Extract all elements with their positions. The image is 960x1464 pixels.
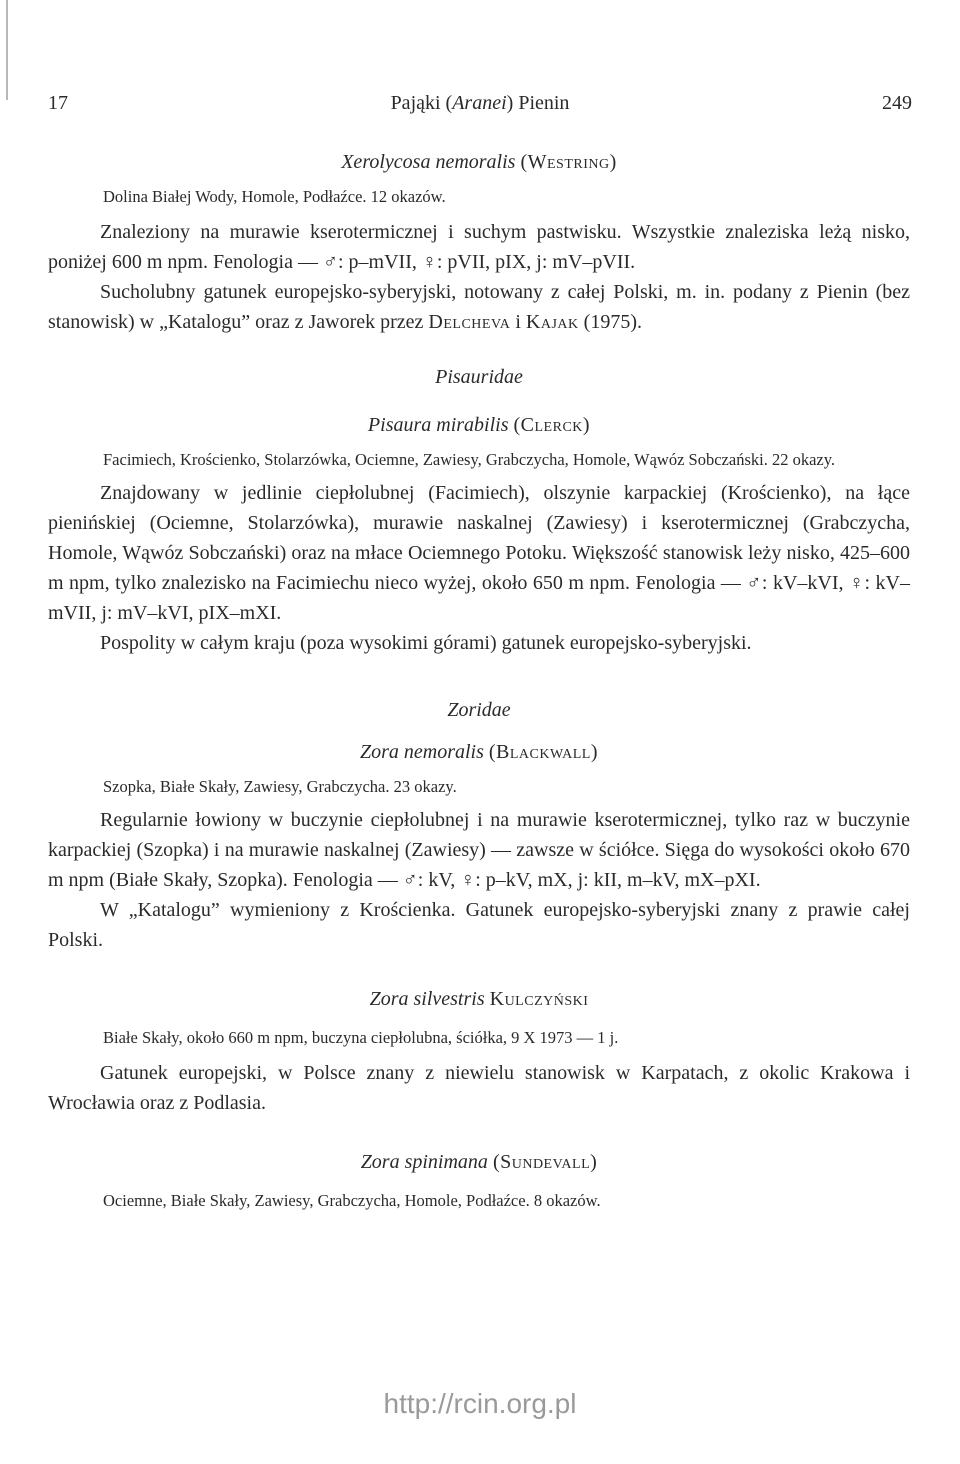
page-edge-line (6, 0, 8, 100)
localities-text: Facimiech, Krościenko, Stolarzówka, Ociemne, Zawiesy, Grabczycha, Homole, Wąwóz Sobczański. 22 okazy. (103, 450, 836, 469)
family-heading: Pisauridae (435, 366, 523, 388)
running-title-pre: Pająki ( (390, 92, 453, 114)
cited-author: Kajak (525, 311, 579, 333)
running-title (48, 92, 912, 115)
species-name: Zora silvestris (369, 988, 485, 1010)
localities-text: Białe Skały, około 660 m npm, buczyna ciepłolubna, ściółka, 9 X 1973 — 1 j. (103, 1028, 619, 1047)
paragraph: Pospolity w całym kraju (poza wysokimi górami) gatunek europejsko-syberyjski. (100, 632, 752, 654)
paragraph: Gatunek europejski, w Polsce znany z niewielu stanowisk w Karpatach, z okolic Krakowa i Wrocławia oraz z Podlasia. (48, 1062, 910, 1114)
page-body (48, 148, 910, 1213)
species-heading (48, 411, 910, 439)
running-title-post: ) Pienin (506, 92, 570, 114)
species-author: (Blackwall) (488, 741, 599, 763)
species-author: (Westring) (520, 151, 617, 173)
page-number: 249 (882, 92, 912, 114)
running-header (48, 92, 912, 122)
running-title-italic: Aranei (452, 92, 507, 114)
species-name: Zora nemoralis (359, 741, 484, 763)
species-heading (48, 148, 910, 176)
journal-issue-number: 17 (48, 92, 68, 114)
localities-text: Dolina Białej Wody, Homole, Podłaźce. 12 okazów. (103, 187, 446, 206)
cited-author: Delcheva (428, 311, 511, 333)
paragraph: Regularnie łowiony w buczynie ciepłolubnej i na murawie kserotermicznej, tylko raz w buczynie karpackiej (Szopka) i na murawie naskalnej (Zawiesy) — zawsze w ściółce. Sięga do wysokości około 670 m npm (Białe Skały, Szopka). Fenologia — ♂: kV, ♀: p–kV, mX, j: kII, m–kV, mX–pXI. (48, 809, 910, 891)
paragraph-text: i (510, 311, 526, 333)
species-name: Pisaura mirabilis (367, 414, 509, 436)
footer-url-watermark[interactable]: http://rcin.org.pl (383, 1388, 577, 1419)
paragraph: W „Katalogu” wymieniony z Krościenka. Gatunek europejsko-syberyjski znany z prawie całej Polski. (48, 899, 910, 951)
paragraph-text: Sucholubny gatunek europejsko-syberyjski, notowany z całej Polski, m. in. podany z Pienin (bez stanowisk) w „Katalogu” oraz z Jaworek przez (48, 281, 910, 333)
species-heading (48, 985, 910, 1013)
species-author: (Sundevall) (492, 1151, 598, 1173)
paragraph: Znaleziony na murawie kserotermicznej i suchym pastwisku. Wszystkie znaleziska leżą nisko, poniżej 600 m npm. Fenologia — ♂: p–mVII, ♀: pVII, pIX, j: mV–pVII. (48, 221, 910, 273)
species-author: Kulczyński (489, 988, 589, 1010)
paragraph (48, 277, 910, 337)
species-name: Xerolycosa nemoralis (341, 151, 516, 173)
species-heading (48, 1148, 910, 1176)
localities-text: Szopka, Białe Skały, Zawiesy, Grabczycha. 23 okazy. (103, 777, 457, 796)
localities-text: Ociemne, Białe Skały, Zawiesy, Grabczycha, Homole, Podłaźce. 8 okazów. (103, 1191, 601, 1210)
species-author: (Clerck) (513, 414, 591, 436)
paragraph: Znajdowany w jedlinie ciepłolubnej (Facimiech), olszynie karpackiej (Krościenko), na łące pienińskiej (Ociemne, Stolarzówka), murawie naskalnej (Zawiesy) i kserotermicznej (Grabczycha, Homole, Wąwóz Sobczański) oraz na młace Ociemnego Potoku. Większość stanowisk leży nisko, 425–600 m npm, tylko znalezisko na Facimiechu nieco wyżej, około 650 m npm. Fenologia — ♂: kV–kVI, ♀: kV–mVII, j: mV–kVI, pIX–mXI. (48, 482, 910, 624)
species-heading (48, 738, 910, 766)
species-name: Zora spinimana (360, 1151, 488, 1173)
paragraph-text: (1975). (578, 311, 642, 333)
family-heading: Zoridae (447, 699, 511, 721)
